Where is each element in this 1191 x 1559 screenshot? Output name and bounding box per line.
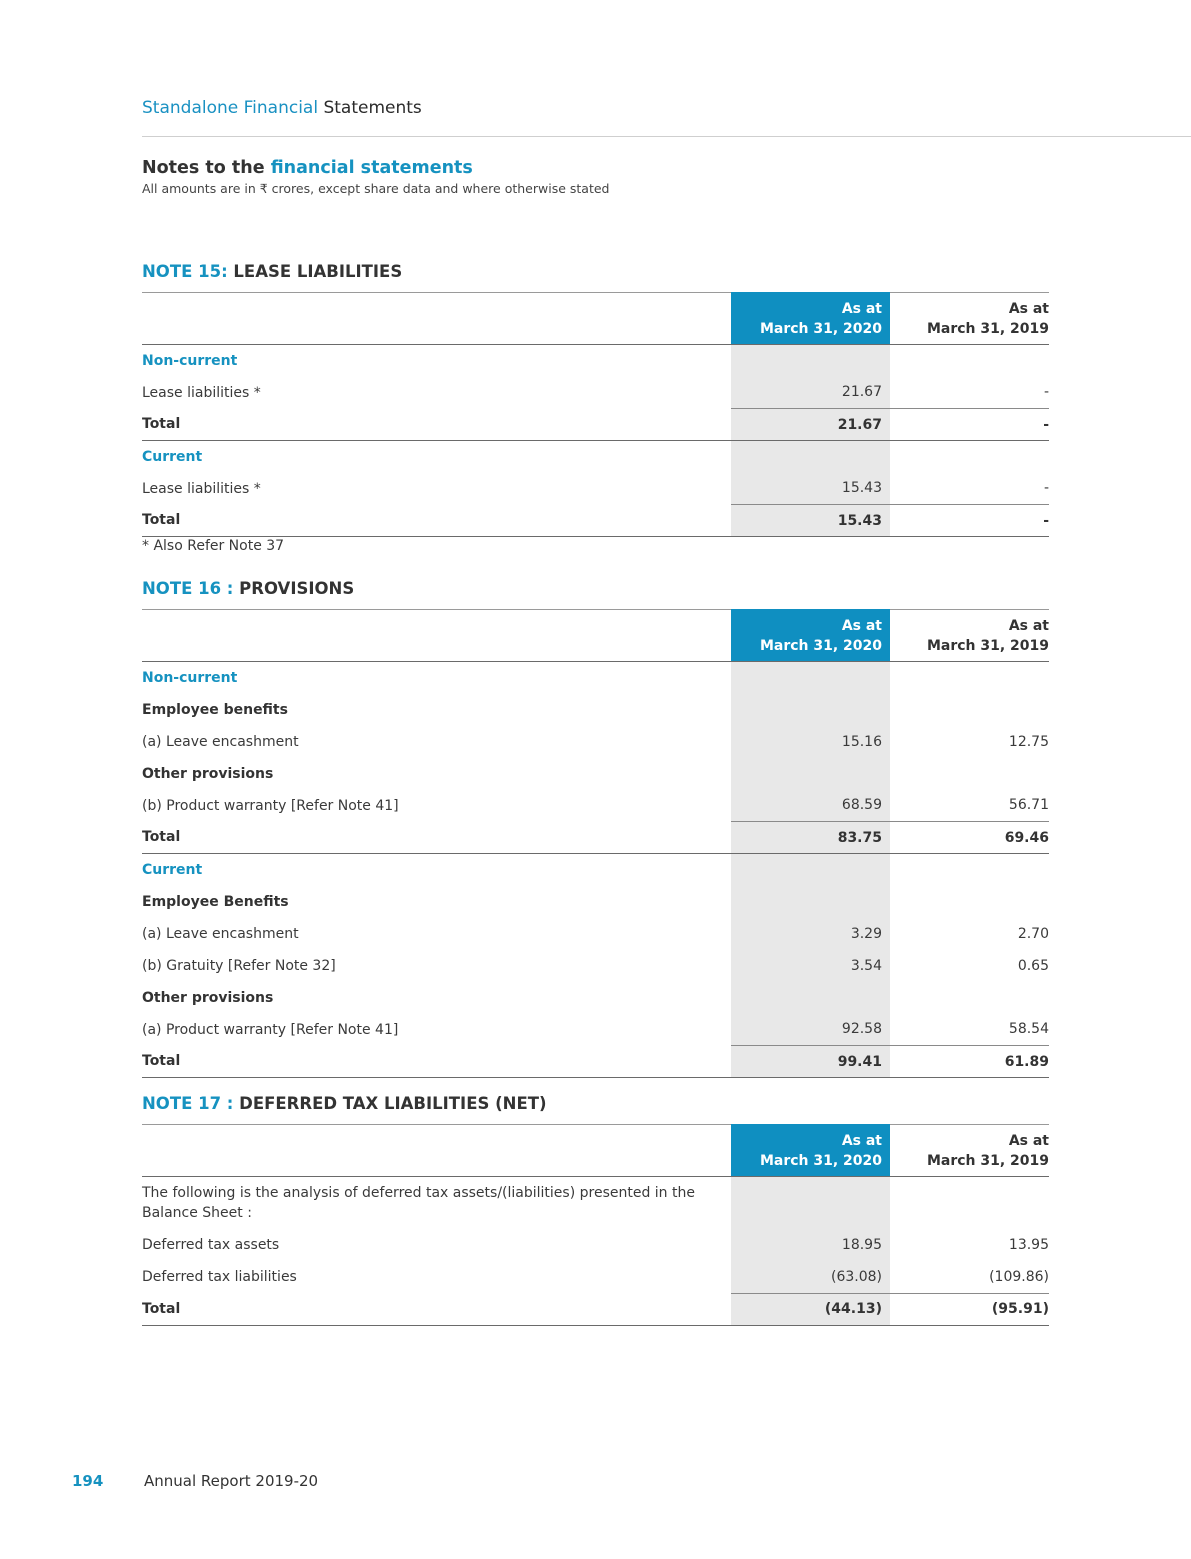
row-label: The following is the analysis of deferred tax assets/(liabilities) presented in the Balance Sheet :: [142, 1185, 695, 1221]
cur-year-label: March 31, 2020: [759, 637, 882, 654]
table-row: [142, 1177, 1049, 1230]
header-divider: [142, 136, 1191, 137]
table-row: [142, 790, 1049, 822]
header-blank-cell: [142, 610, 731, 662]
note15-number: NOTE 15:: [142, 262, 228, 281]
report-title: Annual Report 2019-20: [144, 1472, 319, 1490]
prev-value: 61.89: [890, 1046, 1049, 1078]
cur-value: 21.67: [731, 377, 890, 409]
prev-value: -: [890, 505, 1049, 537]
cur-value: (44.13): [731, 1293, 890, 1325]
prev-value: [890, 441, 1049, 473]
table-row: [142, 441, 1049, 473]
cur-value: [731, 886, 890, 918]
note17-number: NOTE 17 :: [142, 1094, 234, 1113]
table-row: [142, 758, 1049, 790]
prev-value: 2.70: [1017, 925, 1049, 942]
prev-value: [890, 1177, 1049, 1230]
page-title-highlight: financial statements: [270, 158, 473, 178]
cur-value: 3.54: [731, 950, 890, 982]
prev-value: -: [890, 409, 1049, 441]
prev-value: (109.86): [989, 1268, 1049, 1285]
cur-value: [731, 982, 890, 1014]
row-label: Current: [142, 448, 203, 465]
header-prev-year: [890, 610, 1049, 662]
table-row: [142, 1014, 1049, 1046]
prev-value: 58.54: [1008, 1021, 1049, 1038]
table-row: [142, 377, 1049, 409]
note15-table: [142, 292, 1049, 537]
table-row: [142, 694, 1049, 726]
row-label: Lease liabilities *: [142, 384, 261, 401]
row-label: (a) Leave encashment: [142, 733, 299, 750]
row-label: Total: [142, 1046, 731, 1078]
row-label: Total: [142, 409, 731, 441]
note16-heading: [142, 579, 354, 598]
table-row: [142, 950, 1049, 982]
prev-value: [890, 662, 1049, 694]
cur-value: [731, 441, 890, 473]
table-header-row: [142, 1125, 1049, 1177]
prev-value: [890, 758, 1049, 790]
cur-year-label: March 31, 2020: [759, 320, 882, 337]
prev-value: [890, 345, 1049, 377]
cur-value: 92.58: [731, 1014, 890, 1046]
prev-year-label: March 31, 2019: [926, 1152, 1049, 1169]
prev-value: 56.71: [1008, 797, 1049, 814]
row-label: Lease liabilities *: [142, 480, 261, 497]
prev-value: 12.75: [1008, 733, 1049, 750]
prev-value: -: [1043, 384, 1049, 401]
note16-title: PROVISIONS: [239, 579, 355, 598]
page-number: 194: [72, 1472, 104, 1490]
table-row: [142, 982, 1049, 1014]
section-header-part-b: Statements: [323, 98, 422, 118]
cur-value: 15.43: [731, 505, 890, 537]
cur-value: 15.43: [731, 473, 890, 505]
as-at-label: As at: [841, 1132, 882, 1149]
prev-value: 69.46: [890, 822, 1049, 854]
row-label: Employee benefits: [142, 701, 288, 718]
total-row: [142, 822, 1049, 854]
cur-value: [731, 1177, 890, 1230]
cur-value: 21.67: [731, 409, 890, 441]
note17-heading: [142, 1094, 547, 1113]
table-row: [142, 726, 1049, 758]
table-row: [142, 854, 1049, 886]
cur-value: 99.41: [731, 1046, 890, 1078]
table-row: [142, 1229, 1049, 1261]
cur-value: 68.59: [731, 790, 890, 822]
cur-value: [731, 854, 890, 886]
header-cur-year: [731, 610, 890, 662]
header-blank-cell: [142, 293, 731, 345]
table-row: [142, 345, 1049, 377]
header-prev-year: [890, 293, 1049, 345]
row-label: Total: [142, 1293, 731, 1325]
table-row: [142, 1261, 1049, 1293]
page-title-prefix: Notes to the: [142, 158, 265, 178]
prev-value: [890, 694, 1049, 726]
cur-value: [731, 694, 890, 726]
section-header: [142, 98, 422, 118]
table-row: [142, 918, 1049, 950]
cur-year-label: March 31, 2020: [759, 1152, 882, 1169]
row-label: Deferred tax liabilities: [142, 1269, 297, 1285]
cur-value: 3.29: [731, 918, 890, 950]
row-label: (a) Product warranty [Refer Note 41]: [142, 1021, 399, 1038]
cur-value: 15.16: [731, 726, 890, 758]
table-row: [142, 473, 1049, 505]
row-label: Other provisions: [142, 765, 274, 782]
as-at-label: As at: [841, 617, 882, 634]
table-header-row: [142, 610, 1049, 662]
header-prev-year: [890, 1125, 1049, 1177]
prev-value: [890, 886, 1049, 918]
total-row: [142, 409, 1049, 441]
cur-value: [731, 758, 890, 790]
row-label: (a) Leave encashment: [142, 925, 299, 942]
row-label: Non-current: [142, 352, 238, 369]
row-label: Deferred tax assets: [142, 1237, 280, 1253]
prev-value: 0.65: [1017, 957, 1049, 974]
total-row: [142, 1046, 1049, 1078]
table-row: [142, 886, 1049, 918]
note16-table: [142, 609, 1049, 1078]
note15-footnote: * Also Refer Note 37: [142, 538, 285, 554]
total-row: [142, 1293, 1049, 1325]
prev-year-label: March 31, 2019: [926, 637, 1049, 654]
row-label: Current: [142, 861, 203, 878]
page-subtitle: All amounts are in ₹ crores, except share data and where otherwise stated: [142, 181, 610, 196]
note17-table: [142, 1124, 1049, 1326]
cur-value: (63.08): [731, 1261, 890, 1293]
header-cur-year: [731, 293, 890, 345]
cur-value: 18.95: [731, 1229, 890, 1261]
prev-value: -: [1043, 480, 1049, 497]
prev-value: 13.95: [1008, 1237, 1049, 1253]
cur-value: [731, 662, 890, 694]
as-at-label: As at: [1008, 1132, 1049, 1149]
header-cur-year: [731, 1125, 890, 1177]
as-at-label: As at: [841, 300, 882, 317]
row-label: Other provisions: [142, 989, 274, 1006]
cur-value: 83.75: [731, 822, 890, 854]
note15-heading: [142, 262, 402, 281]
header-blank-cell: [142, 1125, 731, 1177]
row-label: Total: [142, 822, 731, 854]
prev-value: [890, 854, 1049, 886]
page-title: [142, 158, 473, 178]
row-label: Total: [142, 505, 731, 537]
section-header-part-a: Standalone Financial: [142, 98, 319, 118]
prev-value: (95.91): [890, 1293, 1049, 1325]
prev-year-label: March 31, 2019: [926, 320, 1049, 337]
note16-number: NOTE 16 :: [142, 579, 234, 598]
as-at-label: As at: [1008, 617, 1049, 634]
note17-title: DEFERRED TAX LIABILITIES (NET): [239, 1094, 547, 1113]
cur-value: [731, 345, 890, 377]
as-at-label: As at: [1008, 300, 1049, 317]
row-label: Non-current: [142, 669, 238, 686]
row-label: (b) Product warranty [Refer Note 41]: [142, 797, 399, 814]
prev-value: [890, 982, 1049, 1014]
table-row: [142, 662, 1049, 694]
note15-title: LEASE LIABILITIES: [233, 262, 403, 281]
table-header-row: [142, 293, 1049, 345]
row-label: (b) Gratuity [Refer Note 32]: [142, 957, 336, 974]
total-row: [142, 505, 1049, 537]
row-label: Employee Benefits: [142, 893, 289, 910]
